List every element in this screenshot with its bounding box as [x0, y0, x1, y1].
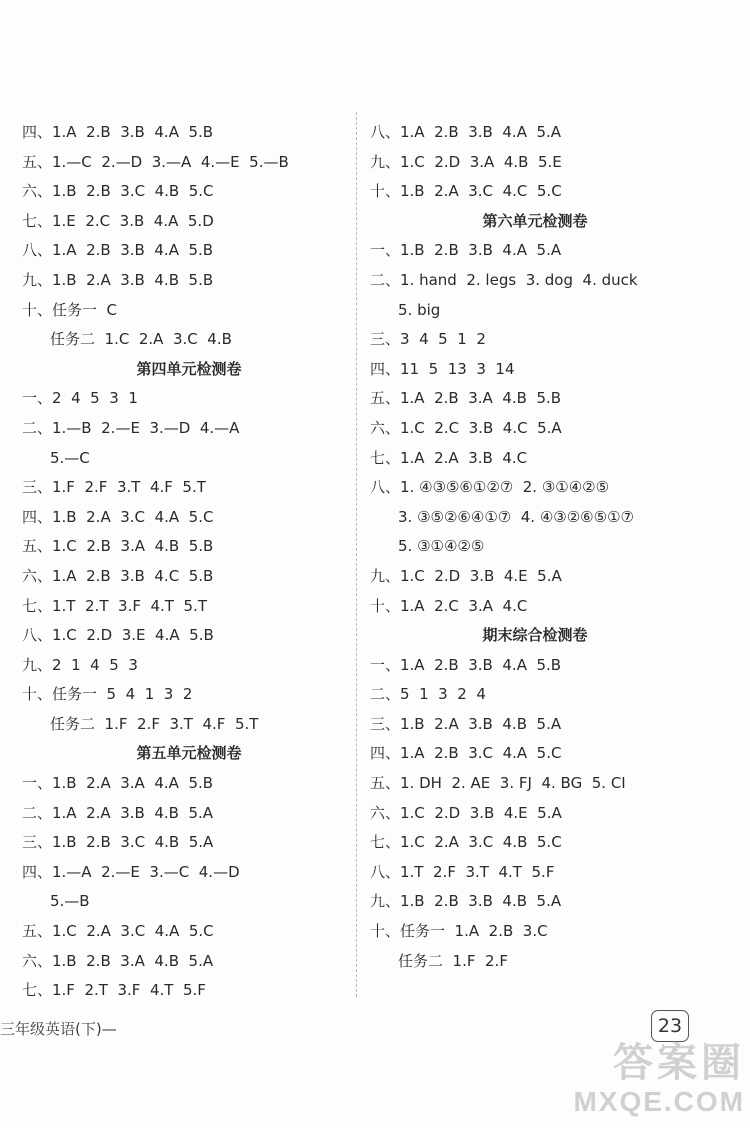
answer-line: 三、1.B 2.A 3.B 4.B 5.A — [370, 714, 562, 733]
answer-line: 八、1.A 2.B 3.B 4.A 5.B — [22, 241, 214, 260]
answer-line: 任务二 1.F 2.F 3.T 4.F 5.T — [50, 714, 259, 733]
answer-line: 十、任务一 1.A 2.B 3.C — [370, 922, 548, 941]
answer-line: 十、1.A 2.C 3.A 4.C — [370, 596, 528, 615]
answer-line: 四、1.—A 2.—E 3.—C 4.—D — [22, 862, 240, 881]
section-heading: 第六单元检测卷 — [482, 211, 588, 230]
answer-line: 八、1. ④③⑤⑥①②⑦ 2. ③①④②⑤ — [370, 478, 610, 497]
answer-line: 三、3 4 5 1 2 — [370, 330, 486, 349]
answer-line: 一、2 4 5 3 1 — [22, 389, 138, 408]
answer-line: 五、1.C 2.B 3.A 4.B 5.B — [22, 537, 214, 556]
answer-line: 一、1.B 2.A 3.A 4.A 5.B — [22, 774, 214, 793]
answer-line: 六、1.C 2.D 3.B 4.E 5.A — [370, 803, 562, 822]
section-heading: 第四单元检测卷 — [136, 359, 242, 378]
answer-line: 八、1.T 2.F 3.T 4.T 5.F — [370, 862, 555, 881]
answer-line: 九、1.B 2.B 3.B 4.B 5.A — [370, 892, 562, 911]
left-answer-column — [22, 118, 340, 1006]
answer-line: 任务二 1.C 2.A 3.C 4.B — [50, 330, 232, 349]
answer-line: 十、任务一 C — [22, 300, 118, 319]
answer-line: 七、1.T 2.T 3.F 4.T 5.T — [22, 596, 207, 615]
answer-line: 一、1.A 2.B 3.B 4.A 5.B — [370, 655, 562, 674]
answer-line: 5.—B — [50, 892, 90, 911]
right-answer-column — [370, 118, 700, 976]
answer-line: 一、1.B 2.B 3.B 4.A 5.A — [370, 241, 562, 260]
answer-line: 二、1.A 2.A 3.B 4.B 5.A — [22, 803, 214, 822]
answer-line: 九、1.C 2.D 3.A 4.B 5.E — [370, 152, 562, 171]
answer-line: 八、1.C 2.D 3.E 4.A 5.B — [22, 626, 214, 645]
answer-line: 5.—C — [50, 448, 90, 467]
answer-line: 三、1.F 2.F 3.T 4.F 5.T — [22, 478, 206, 497]
answer-line: 八、1.A 2.B 3.B 4.A 5.A — [370, 123, 562, 141]
answer-line: 5. big — [398, 300, 441, 319]
answer-line: 六、1.C 2.C 3.B 4.C 5.A — [370, 418, 562, 437]
answer-line: 五、1.A 2.B 3.A 4.B 5.B — [370, 389, 562, 408]
answer-line: 五、1.C 2.A 3.C 4.A 5.C — [22, 922, 214, 941]
answer-line: 七、1.A 2.A 3.B 4.C — [370, 448, 528, 467]
answer-line: 六、1.B 2.B 3.C 4.B 5.C — [22, 182, 214, 201]
answer-line: 任务二 1.F 2.F — [398, 951, 508, 970]
watermark-bottom-text: MXQE.COM — [573, 1086, 745, 1117]
answer-line: 七、1.C 2.A 3.C 4.B 5.C — [370, 833, 562, 852]
book-label: 三年级英语(下)— — [0, 1020, 117, 1038]
answer-line: 十、1.B 2.A 3.C 4.C 5.C — [370, 182, 562, 201]
page-number: 23 — [651, 1010, 689, 1042]
answer-line: 六、1.B 2.B 3.A 4.B 5.A — [22, 951, 214, 970]
answer-line: 四、1.B 2.A 3.C 4.A 5.C — [22, 507, 214, 526]
answer-line: 七、1.F 2.T 3.F 4.T 5.F — [22, 981, 206, 1000]
answer-line: 六、1.A 2.B 3.B 4.C 5.B — [22, 566, 214, 585]
answer-line: 五、1. DH 2. AE 3. FJ 4. BG 5. CI — [370, 774, 626, 793]
answer-line: 九、1.C 2.D 3.B 4.E 5.A — [370, 566, 562, 585]
answer-line: 二、1.—B 2.—E 3.—D 4.—A — [22, 418, 240, 437]
answer-line: 5. ③①④②⑤ — [398, 537, 485, 556]
watermark-logo — [560, 1040, 745, 1122]
answer-line: 九、2 1 4 5 3 — [22, 655, 138, 674]
answer-line: 二、1. hand 2. legs 3. dog 4. duck — [370, 270, 638, 289]
answer-line: 四、1.A 2.B 3.C 4.A 5.C — [370, 744, 562, 763]
watermark-top-text: 答案圈 — [613, 1041, 745, 1085]
answer-line: 四、11 5 13 3 14 — [370, 359, 515, 378]
answer-line: 3. ③⑤②⑥④①⑦ 4. ④③②⑥⑤①⑦ — [398, 507, 634, 526]
answer-line: 九、1.B 2.A 3.B 4.B 5.B — [22, 270, 214, 289]
answer-line: 七、1.E 2.C 3.B 4.A 5.D — [22, 211, 214, 230]
section-heading: 期末综合检测卷 — [482, 626, 588, 645]
answer-line: 五、1.—C 2.—D 3.—A 4.—E 5.—B — [22, 152, 289, 171]
answer-line: 四、1.A 2.B 3.B 4.A 5.B — [22, 123, 214, 141]
column-divider — [356, 112, 357, 997]
answer-line: 三、1.B 2.B 3.C 4.B 5.A — [22, 833, 214, 852]
section-heading: 第五单元检测卷 — [136, 744, 242, 763]
answer-line: 二、5 1 3 2 4 — [370, 685, 486, 704]
answer-line: 十、任务一 5 4 1 3 2 — [22, 685, 193, 704]
